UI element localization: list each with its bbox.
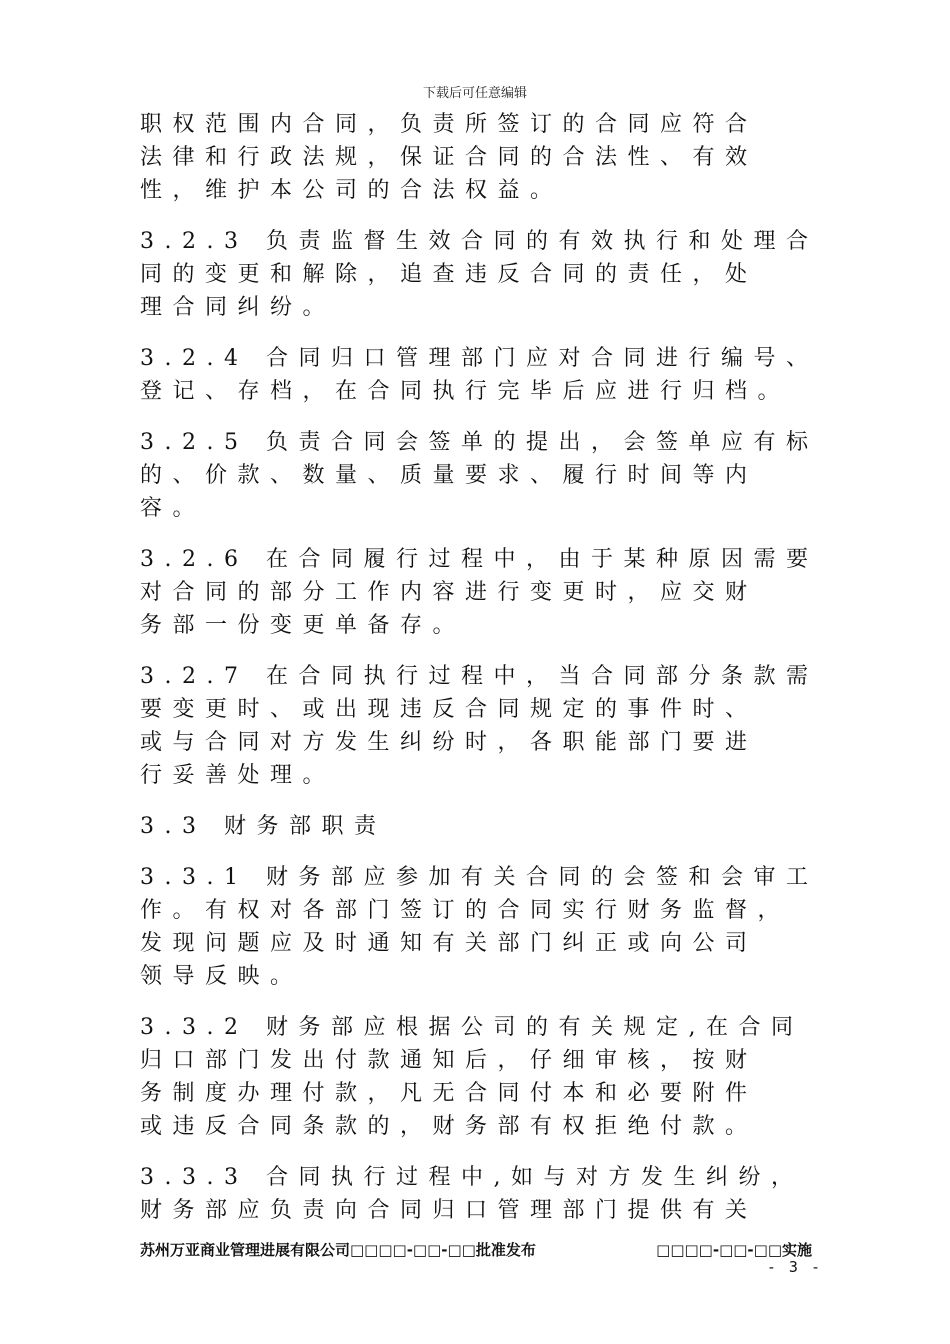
text-line: 发现问题应及时通知有关部门纠正或向公司 [140, 931, 758, 956]
paragraph [140, 225, 840, 324]
text-line: 3.3 财务部职责 [140, 814, 387, 839]
paragraph [140, 1161, 840, 1227]
text-line: 领导反映。 [140, 964, 303, 989]
text-line: 理合同纠纷。 [140, 295, 336, 320]
footer-effective-date: □□□□-□□-□□实施 [656, 1241, 812, 1259]
paragraph [140, 108, 840, 207]
text-line: 要变更时、或出现违反合同规定的事件时、 [140, 697, 758, 722]
paragraph [140, 1011, 840, 1143]
text-line: 同的变更和解除，追查违反合同的责任，处 [140, 262, 758, 287]
text-line: 的、价款、数量、质量要求、履行时间等内 [140, 463, 758, 488]
text-line: 对合同的部分工作内容进行变更时，应交财 [140, 580, 758, 605]
text-line: 3.2.5 负责合同会签单的提出，会签单应有标 [140, 430, 819, 455]
paragraph [140, 426, 840, 525]
text-line: 作。有权对各部门签订的合同实行财务监督， [140, 898, 791, 923]
text-line: 归口部门发出付款通知后，仔细审核，按财 [140, 1048, 758, 1073]
text-line: 容。 [140, 496, 206, 521]
text-line: 行妥善处理。 [140, 763, 336, 788]
section-heading [140, 810, 840, 843]
page-number: - 3 - [766, 1258, 822, 1276]
text-line: 性，维护本公司的合法权益。 [140, 178, 563, 203]
paragraph [140, 861, 840, 993]
text-line: 登记、存档，在合同执行完毕后应进行归档。 [140, 379, 791, 404]
text-line: 职权范围内合同，负责所签订的合同应符合 [140, 112, 758, 137]
text-line: 3.2.6 在合同履行过程中，由于某种原因需要 [140, 547, 819, 572]
text-line: 或与合同对方发生纠纷时，各职能部门要进 [140, 730, 758, 755]
text-line: 务制度办理付款，凡无合同付本和必要附件 [140, 1081, 758, 1106]
text-line: 或违反合同条款的，财务部有权拒绝付款。 [140, 1114, 758, 1139]
paragraph [140, 660, 840, 792]
text-line: 3.3.2 财务部应根据公司的有关规定,在合同 [140, 1015, 804, 1040]
text-line: 财务部应负责向合同归口管理部门提供有关 [140, 1198, 758, 1223]
page-header-note: 下载后可任意编辑 [422, 86, 527, 101]
text-line: 法律和行政法规，保证合同的合法性、有效 [140, 145, 758, 170]
paragraph [140, 342, 840, 408]
text-line: 3.3.3 合同执行过程中,如与对方发生纠纷， [140, 1165, 804, 1190]
document-body [140, 108, 840, 1245]
text-line: 3.2.3 负责监督生效合同的有效执行和处理合 [140, 229, 819, 254]
text-line: 3.2.4 合同归口管理部门应对合同进行编号、 [140, 346, 819, 371]
text-line: 3.2.7 在合同执行过程中，当合同部分条款需 [140, 664, 819, 689]
footer-publisher: 苏州万亚商业管理进展有限公司□□□□-□□-□□批准发布 [140, 1241, 536, 1259]
text-line: 务部一份变更单备存。 [140, 613, 466, 638]
text-line: 3.3.1 财务部应参加有关合同的会签和会审工 [140, 865, 819, 890]
paragraph [140, 543, 840, 642]
